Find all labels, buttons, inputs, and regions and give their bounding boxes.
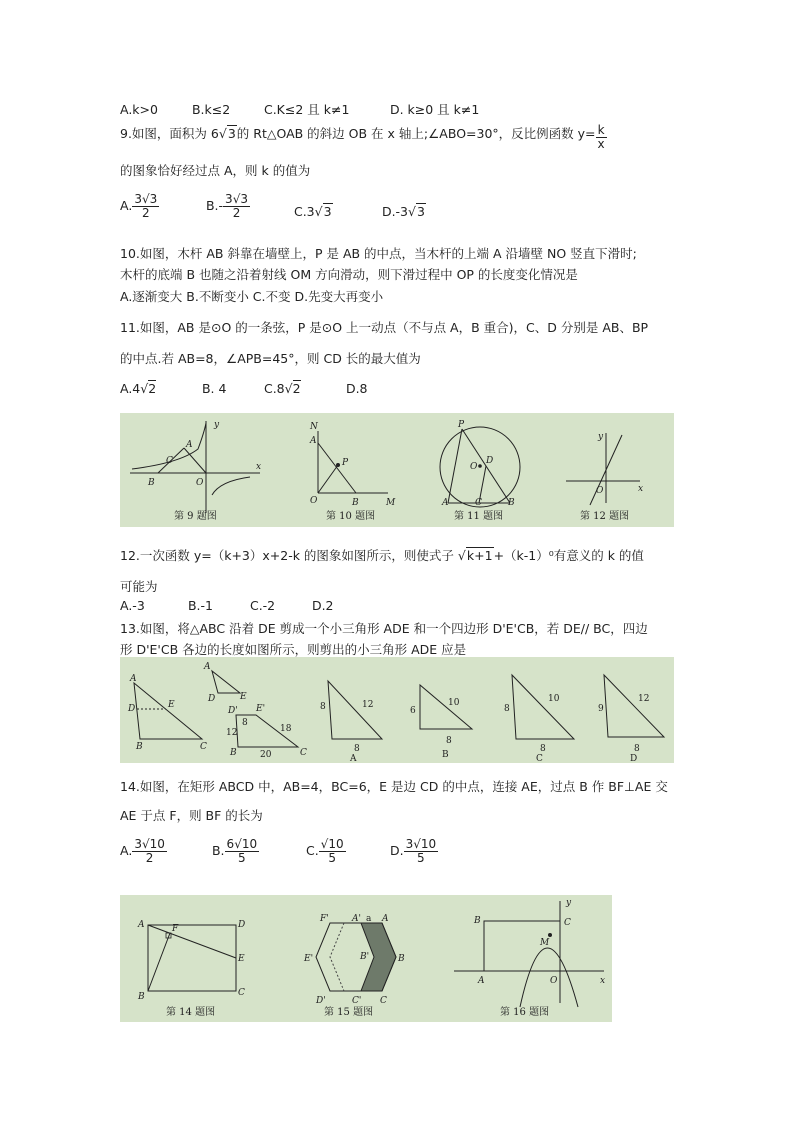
svg-text:8: 8 — [354, 744, 360, 754]
q12-option-d: D.2 — [311, 598, 334, 613]
svg-text:10: 10 — [548, 694, 560, 704]
radicand: 2 — [292, 381, 301, 396]
sqrt: √3 — [218, 126, 236, 141]
svg-text:9: 9 — [598, 704, 604, 714]
svg-text:D': D' — [228, 706, 238, 716]
svg-text:A': A' — [352, 914, 361, 924]
fraction — [223, 193, 250, 219]
svg-text:A: A — [186, 440, 193, 450]
q8-option-a: A.k>0 — [120, 102, 158, 117]
svg-text:O: O — [550, 976, 558, 986]
figure-9 — [130, 420, 261, 522]
figure-11 — [440, 420, 520, 522]
q14-line1: 14.如图，在矩形 ABCD 中，AB=4，BC=6，E 是边 CD 的中点，连接 AE，过点 B 作 BF⊥AE 交 — [120, 779, 668, 794]
svg-text:E': E' — [256, 704, 266, 714]
coef: 3 — [134, 192, 142, 206]
numerator: √10 — [320, 837, 344, 851]
label: C.8 — [263, 381, 285, 396]
fraction — [596, 124, 607, 150]
q8-option-d: D. k≥0 且 k≠1 — [389, 102, 480, 117]
svg-text:A: A — [204, 662, 211, 672]
label: D. — [389, 842, 404, 858]
svg-text:D: D — [208, 694, 216, 704]
svg-text:C': C' — [352, 996, 362, 1006]
caption-fig9: 第 9 题图 — [174, 511, 217, 522]
q12-text: +（k-1）⁰有意义的 k 的值 — [493, 548, 644, 563]
q9-option-d — [382, 193, 426, 219]
svg-text:8: 8 — [634, 744, 640, 754]
svg-text:A: A — [442, 498, 449, 508]
svg-text:P: P — [458, 420, 465, 430]
svg-text:C: C — [200, 742, 207, 752]
svg-text:10: 10 — [448, 698, 460, 708]
figure-13-option-c — [504, 675, 574, 763]
svg-text:A: A — [478, 976, 485, 986]
q9-line2: 的图象恰好经过点 A，则 k 的值为 — [120, 163, 311, 178]
q14-option-c — [306, 838, 386, 864]
q12-option-c: C.-2 — [249, 598, 276, 613]
q12-text: 12.一次函数 y=（k+3）x+2-k 的图象如图所示，则使式子 — [120, 548, 454, 563]
q14-line2: AE 于点 F，则 BF 的长为 — [120, 808, 263, 823]
svg-text:D: D — [238, 920, 246, 930]
fraction — [225, 838, 260, 864]
svg-text:F': F' — [320, 914, 329, 924]
caption-fig11: 第 11 题图 — [454, 511, 504, 522]
svg-text:8: 8 — [504, 704, 510, 714]
svg-text:8: 8 — [446, 736, 452, 746]
figure-13-option-b — [410, 685, 472, 760]
label: A.4 — [120, 381, 141, 396]
svg-text:y: y — [214, 420, 220, 430]
coef: 3 — [405, 837, 414, 851]
radicand: 10 — [241, 837, 258, 851]
caption-fig16: 第 16 题图 — [500, 1007, 550, 1018]
denominator: 2 — [141, 205, 150, 220]
q10-line3: A.逐渐变大 B.不断变小 C.不变 D.先变大再变小 — [120, 289, 384, 304]
q12-line2: 可能为 — [120, 579, 158, 594]
figures-14-16 — [120, 895, 612, 1022]
numerator: 3√10 — [134, 837, 165, 851]
svg-text:20: 20 — [260, 750, 272, 760]
numerator: 3√3 — [225, 192, 248, 206]
q12-option-a: A.-3 — [120, 598, 145, 613]
svg-text:O: O — [310, 496, 318, 506]
svg-text:B: B — [398, 954, 405, 964]
figure-panel-13 — [120, 657, 674, 763]
q11-options — [120, 380, 368, 396]
q9-option-b — [206, 193, 290, 219]
q10-line2: 木杆的底端 B 也随之沿着射线 OM 方向滑动，则下滑过程中 OP 的长度变化情况是 — [120, 267, 578, 282]
svg-text:a: a — [366, 914, 372, 924]
numerator: 6√10 — [226, 837, 258, 851]
label: D.-3 — [381, 204, 409, 219]
radicand: 3 — [149, 192, 158, 206]
figure-13-option-a — [320, 681, 382, 763]
svg-text:F: F — [172, 924, 179, 934]
fraction — [404, 838, 439, 864]
svg-text:D: D — [630, 754, 638, 763]
denominator: 2 — [232, 205, 241, 220]
radicand: 3 — [416, 204, 425, 219]
q11-line2: 的中点.若 AB=8，∠APB=45°，则 CD 长的最大值为 — [120, 351, 421, 366]
svg-text:12: 12 — [638, 694, 650, 704]
q11-line1: 11.如图，AB 是⊙O 的一条弦，P 是⊙O 上一动点（不与点 A，B 重合)，C、D 分别是 AB、BP — [120, 320, 649, 335]
svg-text:A: A — [350, 754, 357, 763]
svg-text:B': B' — [360, 952, 370, 962]
radicand: 2 — [148, 381, 157, 396]
svg-text:M: M — [386, 498, 396, 508]
radicand: 10 — [328, 837, 344, 851]
q11-option-c: C.8√2 — [263, 381, 301, 396]
q9-line1 — [120, 124, 607, 151]
fraction — [319, 838, 346, 864]
svg-text:E: E — [240, 692, 247, 702]
svg-text:C: C — [564, 918, 571, 928]
svg-text:y: y — [598, 432, 604, 442]
label: C.3 — [293, 204, 315, 219]
numerator: k — [596, 124, 607, 138]
q9-option-c — [294, 193, 378, 219]
q14-option-d — [390, 838, 438, 864]
label: A. — [120, 842, 133, 858]
svg-text:B: B — [138, 992, 145, 1002]
svg-text:C: C — [475, 498, 482, 508]
coef: 3 — [225, 192, 233, 206]
coef: 6 — [226, 837, 235, 851]
svg-text:N: N — [310, 422, 318, 432]
numerator: 3√3 — [134, 192, 158, 206]
svg-text:O: O — [196, 478, 204, 488]
label: B.- — [205, 197, 224, 213]
q9-text: 的 Rt△OAB 的斜边 OB 在 x 轴上;∠ABO=30°，反比例函数 y= — [236, 126, 596, 141]
svg-text:x: x — [256, 462, 262, 472]
radicand: 3 — [323, 204, 332, 219]
numerator: 3√10 — [405, 837, 437, 851]
svg-text:x: x — [600, 976, 606, 986]
q11-option-d: D.8 — [345, 381, 368, 396]
svg-text:E: E — [238, 954, 245, 964]
svg-text:y: y — [566, 898, 572, 908]
svg-text:6: 6 — [410, 706, 416, 716]
svg-text:A: A — [130, 674, 137, 684]
radicand: 10 — [149, 837, 165, 851]
q10-line1: 10.如图，木杆 AB 斜靠在墙壁上，P 是 AB 的中点，当木杆的上端 A 沿墙壁 NO 竖直下滑时; — [120, 246, 637, 261]
q14-option-b — [212, 838, 302, 864]
denominator: 2 — [145, 850, 154, 865]
q9-option-a — [120, 193, 202, 219]
figure-16 — [454, 898, 605, 1018]
radicand: 3 — [227, 126, 236, 141]
svg-text:D: D — [486, 456, 494, 466]
denominator: x — [597, 137, 605, 151]
q8-option-b: B.k≤2 — [191, 102, 231, 117]
label: C. — [305, 842, 319, 858]
denominator: 5 — [417, 850, 425, 865]
q11-option-a: A.4√2 — [120, 381, 157, 396]
caption-fig14: 第 14 题图 — [166, 1007, 216, 1018]
svg-text:8: 8 — [540, 744, 546, 754]
figure-15 — [303, 914, 405, 1018]
svg-text:C: C — [166, 456, 173, 466]
radicand: k+1 — [466, 548, 493, 563]
figure-13-option-d — [598, 675, 664, 763]
fraction — [132, 193, 159, 219]
svg-text:B: B — [442, 750, 449, 760]
caption-fig12: 第 12 题图 — [580, 511, 630, 522]
q8-option-c: C.K≤2 且 k≠1 — [263, 102, 350, 117]
q12-options — [120, 598, 334, 613]
sqrt: √k+1 — [457, 548, 493, 563]
figure-panel-14-16 — [120, 895, 612, 1022]
figures-9-12 — [120, 413, 674, 527]
svg-text:A: A — [310, 436, 317, 446]
q8-options — [120, 100, 479, 118]
q9-text: 9.如图，面积为 6 — [120, 126, 219, 141]
svg-text:8: 8 — [320, 702, 326, 712]
q13-line1: 13.如图，将△ABC 沿着 DE 剪成一个小三角形 ADE 和一个四边形 D'E'CB，若 DE// BC，四边 — [120, 621, 648, 636]
svg-text:B: B — [474, 916, 481, 926]
q9-options — [120, 193, 426, 219]
svg-text:D': D' — [316, 996, 326, 1006]
sqrt: √3 — [408, 204, 425, 219]
svg-text:O: O — [596, 486, 604, 496]
svg-text:C: C — [536, 754, 543, 763]
figure-13-original — [127, 674, 207, 752]
q11-option-b: B. 4 — [201, 381, 227, 396]
svg-text:C: C — [380, 996, 387, 1006]
svg-text:C: C — [238, 988, 245, 998]
svg-text:B: B — [230, 748, 237, 758]
svg-text:B: B — [136, 742, 143, 752]
q12-line1 — [120, 546, 644, 564]
figure-12 — [566, 432, 643, 522]
svg-text:O: O — [470, 462, 478, 472]
svg-text:8: 8 — [242, 718, 248, 728]
denominator: 5 — [238, 850, 246, 865]
coef: 3 — [134, 837, 142, 851]
figure-13-pieces — [203, 662, 307, 760]
svg-text:M: M — [540, 938, 550, 948]
q12-option-b: B.-1 — [187, 598, 213, 613]
svg-text:B: B — [508, 498, 515, 508]
caption-fig10: 第 10 题图 — [326, 511, 376, 522]
figure-10 — [309, 422, 396, 522]
figure-14 — [137, 920, 245, 1018]
svg-text:D: D — [128, 704, 136, 714]
svg-text:18: 18 — [280, 724, 292, 734]
label: A. — [120, 197, 133, 213]
svg-text:12: 12 — [226, 728, 238, 738]
radicand: 10 — [420, 837, 437, 851]
q13-line2: 形 D'E'CB 各边的长度如图所示，则剪出的小三角形 ADE 应是 — [120, 642, 467, 657]
svg-text:B: B — [148, 478, 155, 488]
caption-fig15: 第 15 题图 — [324, 1007, 374, 1018]
figure-panel-9-12 — [120, 413, 674, 527]
svg-text:E: E — [168, 700, 175, 710]
sqrt: √3 — [314, 204, 332, 219]
figures-13 — [120, 657, 674, 763]
svg-text:C: C — [300, 748, 307, 758]
svg-text:E': E' — [304, 954, 314, 964]
svg-text:x: x — [638, 484, 644, 494]
label: B. — [211, 842, 225, 858]
fraction — [132, 838, 167, 864]
svg-text:A: A — [382, 914, 389, 924]
svg-text:B: B — [352, 498, 359, 508]
denominator: 5 — [328, 850, 336, 865]
q14-option-a — [120, 838, 208, 864]
radicand: 3 — [240, 192, 248, 206]
q14-options — [120, 838, 438, 864]
svg-text:P: P — [342, 458, 349, 468]
svg-text:A: A — [138, 920, 145, 930]
svg-text:12: 12 — [362, 700, 374, 710]
